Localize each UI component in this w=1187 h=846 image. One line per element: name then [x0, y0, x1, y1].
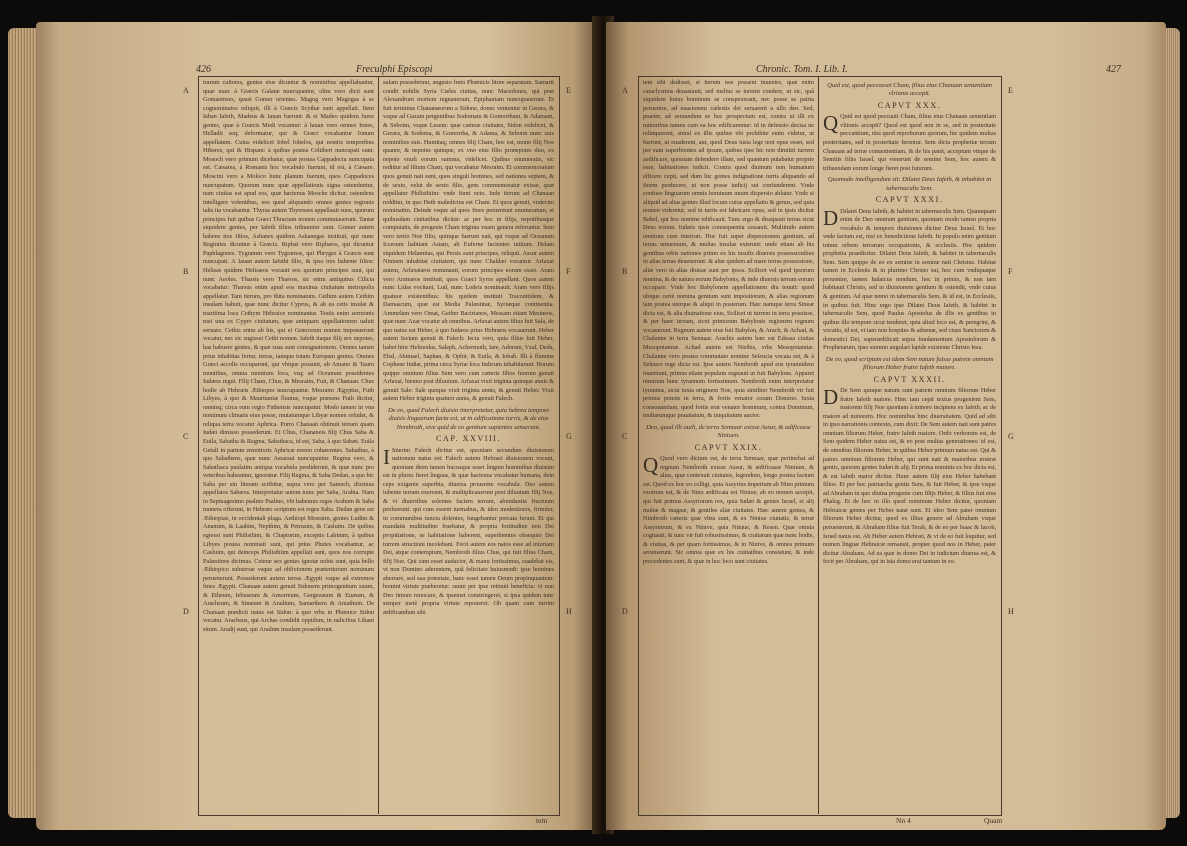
drop-cap-i: I	[383, 444, 390, 469]
right-column-2	[823, 79, 996, 812]
drop-cap-q: Q	[643, 453, 659, 478]
left-column-rule	[378, 76, 379, 814]
right-col2c-text: De Sem quoque natum sunt patrem omnium filiorum Heber fratre Iafeth maiore. Hinc iam cepit textus progeniem Sem, maiorem filij Noe quoniam à minore incipiens ex Iafeth, ac de maiore ad minorem. Hoc nominibus hinc diuersitatem. Quid ad sibi in ipso narrationis contexto, cum dixit: De Sem autem nati sunt patres omnium filiorum Heber, fratre Iafeth maiore. Ordo verborum est, de Sem quidem Heber natus est, & eo post multas generationes: id est, de omnibus filiorum Heber, in quibus Heber primum natus est. Qui & patres omnium filiorum Heber, qui sunt nati & maioribus nostræ gentis, quorum gentes Iudæi & alij. Et prima nominis ex hoc dicta est, & est Iafeth maior dicitur. Hunc autem filij eius Heber habebant filios. Et per hoc patriarcha gentis Sem, & fuit Heber, & ipse vsque ad Abraham in quo diuina progenie cum filijs Heber, & filius fuit eius Phaleg. Et de hoc in illo quod nominum Heber dicitur, quoniam Hebraicæ gentes per Heber natæ sunt. Et ideo Sem pater omnium filiorum Heber dicitur, quod ex illius genere ad Abraham vsque peruenerunt, & Abraham filius fuit Terah, & de eo per Isaac & Iacob, Israel natus est. Ab Heber autem Hebræi, & vt de eo fuit loquitur, sed nomen linguæ Hebraicæ remansit, propter quod nos in Heber, pater dicitur Abraham. Ad ea quæ in domo Dei in iudicium diuersa est, & fecit per Abraham, qui in ista domo erat tantum in eo.	[823, 387, 996, 566]
left-col1-text: trarum cultores, gentes eius dicuntur & nominibus appellabantur, quae nunc à Græcis Galatæ nuncupantur, olim vero dicti sunt Gomarenses, quasi Gomer orientes. Magog vero Magogas à se cognominatos reliquit, illi à Græcis Scythæ sunt appellati. Item Iaban Iafeth, Madeus & Iauan fuerunt: & et Madeo quidem fuere gentes, quæ à Græcis Medi vocantur: à Iauan vero omnes Iones, Helladii seq; deformatur, qui & Græci vocabantur Ionum appellatum. Cuius videlicet Iobel Iobelos, qui nostris temporibus Hiberes, qui & Hispani: à quibus postea Celtiberi nuncupati sunt. Mosoch vero primum dicebatur, quæ postea Cappadocia nuncupata est. Cæsarea, à Romanis hoc vocabulo fuerunt, id est, à Cæsare. Moscini vero a Moloco hunc planum fuerunt, quos Cappadoces nuncupatum. Quorum nunc quæ appellationis signa ostenduntur, nam ciuitas est apud eos, quæ hactenus Mosche dicitur, ostendens intelligere volentibus, eos quod aliquando omnes gentes regionis talis ita vocabantur. Thyras autem Thyresses appellauit suos, quorum principes fuit quibus Græci Thraciam nomen commutauerunt. Tantæ siquidem gentes, per Iafeth filios tribuuntur sunt. Gomer autem habens tres filios, Ashanes quidem Ashanegas instituit, qui nunc Reginites dicuntur à Græcis. Riphat vero Riphæos, qui dicuntur Paphlagones. Tygramm vero Tygramos, qui Phryges à Græcis sunt nuncupati. A Iauan autem Iafethi filio, & ipso tres habente filios: Helisas quidem Helisæos vocauit eos quorum principes sunt, qui nunc Aeoles. Tharsis vero Tharsos, sic enim antiquitus Cilicia vocabatur: Tharsus enim apud eos maxima ciuitatum metropolis appellatur. Tam iterum, pro thita nominatum. Cethim autem Cethim insulam habuit, quæ nunc dicitur Cyprus, & ab ea cetis insulæ & maritima loca Cethym Hebraice nominantur. Testis enim sermonis mei una ex Cypro ciuitatum, quæ antiquam appellationem ualuit seruare. Cethis enim ab his, qui ei Græcorum nomen imposuerunt vocatur, nec sic sugisset Cethi nomen. Iafeth itaque filij sex nepotes, has habuere gentes, & quæ suas sunt consignationem. Omnes tamen prius inhabitas fertur, terras, tamque totam Europam gentes. Omnes Græci accolis occuparunt, qui vbique possunt, ab Amano & Tauro montibus, omnia montium loca, vsq; ad Oceanum possidentes Iudæos regni. Filij Cham, Chus, & Mesraim, Fuit, & Chanaan. Chus hodie ab Hebræis Æthiopes nuncupantur. Mesraim Ægyptus, Futh Libyes, à quo & Mauritaniæ fluuius, vsque præsens Futh dicitur, omnisq; circa eum regio Futhensis nuncupatur. Modo tamen in vna nominum climatis eius posse, mutatumque Libyæ nomen refudet, & reliqua terra vocatur Aphrica. Porro Chanaan obtinuit terram quam Iudæi dimisso possederunt. Et Chus, Chananeis filij Chus Saba & Euila, Sabatha & Regma, Sabathaca, id est, Saba, à quo Sabæi. Euila Getuli in partem remotioris Aphricæ eremo cohærentes. Sabathus, à quo Sabathens, quæ nunc Astaraui nuncupantur. Regma vero, & Sabathaca paulatim antiqua vocabula perdiderunt, & quæ nunc pro veteribus habeantur, ignoratur. Filij Regma, & Saba Dedan, a quo hic Saba per sin literam scribitur, supra vero per Samech, diximus appellatos Sabæos. Interpretatur autem nunc per Saba, Arabia. Nam in Septuagesimo psalmo Psalmo, vbi habemus reges Arabum & Saba munera offerunt, in Hebræo scriptum est reges Saba. Dedan gens est Æthiopiae, in occidentali plaga. Aethiopi Mesraim, gentes Ludim & Anamim, & Laabim, Nepthim, & Petrusim, & Casluim. De quibus egressi sunt Philisthim, & Chaptorim, exceptis Labimm, à quibus Libyes postea nominati sunt, qui prius Phutes vocabantur, ac Casluim, qui deinceps Philisthiim appellati sunt, quos nos corrupte Palæstinos dicimus. Ceteræ sex gentes ignotæ nobis sunt, quia bello Æthiopico subuersæ vsque ad oblivionem præteritorum nominum peruenerunt. Possederunt autem terras Ægypti vsque ad extremos fines Ægypti. Chanaan autem genuit Sidonem primogenitum suum, & Etheum, Iebuseum & Amorreum, Gergezæum & Euæum, & Aracheum, & Sinæum & Aradium, Samarthem & Amathum. De Chanaan prædicti natus est Sidon: à quo vrbs in Phœnice Sidon vocatur. Aracheus, qui Archas condidit oppidum, in radicibus Libani situm. Aradij sunt, qui Aradum insulam possederunt.	[203, 79, 374, 633]
left-col2-text: sulam possederunt, angusto freto Phœnicis litore separatam. Samarit condit nobilis Syria Cœles ciuitas, nunc Macedones, qui post Alexandrum mortem regnauerunt, Epiphaniam nuncupauerunt. Et fuit terminus Chananæorum a Sidone, donec venientur in Gerara, & vsque ad Gazam pergentibus Sodomam & Gomorrham, & Adamam, & Seboim, vsque Lesem: quæ cæteræ ciuitates, Sidon videlicet, & Gerara, & Sodoma, & Gomorrha, & Adama, & Seboim nunc suis nominibus suis. Huntitaq; omnes filij Cham, hoc est, mono filij Noe quanor, & nepotes quinque, ex vno eius filio pronepotes duo, ex nepote vnufi eorum summa, videlicet. Quibus enumeratis, sic redittur ad filium Cham, qui vocabatur Mesraim. Et commemoratum quos genuit nati sunt, quos singuli homines, sed nationes septem, & de sexto, velut de sexto filio, gens commemoratur exisse, quæ appellatur Philisthiim: vnde fiunt octo. Inde iterum ad Chanaan redditur, in quo Heth maledictus est Cham. Et quos genuit, vndecim nominatim. Deinde vsque ad quos fines perueniunt enumeratum, et quibusdam ciuitatibus dicitur: ac per hoc in filijs, nepotibusque computatis, de progenie Cham triginta vnam genera referuntur. Sem vero tertio Noe filio, quinque fuerunt nati, qui vsque ad Oceanum Iccesum habitant Asiam, ab Euferne facientes initium. Helam siquidem Helamitas, qui Persis sunt principes, reliquit. Assur autem Niniuen inhabitat ciuitatem, qui nunc Chaldæi vocantur. Arfaxat autem, Arfaxatæos nominauit, eorum principes eorum esset. Aram vero Aramæos instituit, quos Græci Syros appellant. Quos autem nunc Lidas vocitant, Lud, nunc Lodeis nominauit. Aram vero filijs quatuor existentibus: his quidem instituit Traconitidem, & Damascum, quæ est Media Palæstinæ, Syriæque continentia. Ammelam vero Omat, Gether Bactrianos, Messam etiam Mesineos, quæ nunc Azar vocatur ab omnibus. Arfaxat autem filius fuit Sala, de quo natus est Heber, à quo Iudæos prius Hebræos vocauerunt. Heber autem Iectam genuit & Falech: Iecta vero, quia filius fuit Heber, habet hinc Helmodas, Saleph, Achermoth, Iare, Adoram, Vzal, Deda, Ebal, Abimael, Saphan, & Ophir, & Euila, & Iobab. Illi à flumine Cophene Indiæ, prima circa Syriæ loca Indicum inhabitarunt. Horum quippe omnium filius Sem vero cum cæteris filios fuorum genuit Arfaxat, bienno post diluuium. Arfaxat vixit triginta quinque annis & genuit Sale: Sale quoque vixit triginta annis, & genuit Heber. Vixit autem Heber triginta quatuor annis, & genuit Falech.	[383, 79, 554, 403]
chapter-31-heading: CAPVT XXXI.	[875, 195, 944, 204]
margin-letter-c-right: C	[622, 432, 628, 441]
left-page	[36, 22, 596, 830]
signature-mark: Nn 4	[896, 816, 911, 825]
margin-letter-h: H	[566, 607, 572, 616]
left-page-number: 426	[196, 64, 211, 75]
left-catchword: tem	[536, 816, 548, 825]
chapter-31-rubric: Quomodo intelligendum sit: Dilatet Deus Iafeth, & inhabitet in tabernaculis Sem.	[827, 176, 992, 192]
chapter-30-heading: CAPVT XXX.	[877, 100, 942, 110]
margin-letter-b: B	[183, 267, 189, 276]
chapter-32-rubric: De eo, quod scriptum est idem Sem natum fuisse patrem omnium filiorum Heber fratre Iafeth maiore.	[825, 355, 994, 372]
margin-letter-a: A	[183, 86, 189, 95]
chapter-29-rubric: Deo, quod illi ouili, de terra Sennaar exisse Assur, & adificasse Niniuen.	[646, 423, 811, 440]
margin-letter-g: G	[566, 432, 572, 441]
right-col1-text: tem sibi dedisset, si iterum nos possent inuenire, quæ enim cataclysmus deuastauit, sed melius se turrem condere, ut sic, quâ siquidem huius hominum se conspexerant, nec posse se patria peruenire, ad euasionem cælestis dei seruarent a ullo deo. Sed, praeter, ad seruandum se hoc prospectum est, contra ut illi ex minoribus tamen cum ea hoc edificarentur: id in defensio decisa ne relinquerent, simul ex illis quibus vbi prohibite enim videtur, ut fuerunt, ut euaderent, aut, quod Deus iusta lege non opus esset, sed per eam superbientes ad ipsum, quibus ipse hic non dimittit turrem aedificare, quoniam defendere illam, sed quantum putabatur proprie esse, habitationes iudicii. Contra quod diuinum non humanum efficere cepit, sed dum hic gentes indignatione turris aliquando ad finem perducere, ut non posse iudicij sui confunderent. Vnde confuso linguarum omnis hominum unum dispersio ablatur. Vnde si aliquid ad alias gentes illud locum cuius appellatio & genus, sed quia nomen videretur, sed in turris est fabricare opus, sed in ipsis dicitur Babel, qui hoc nomine edificauit. Tunc ergo & dissipauit terras sicut Deus eorum. Iudæis ipsis consequentia cessauit. Multitudo autem omnium cum interiori. Hoc fuit super dispersionem gentium, ad terras uniuersum, & multas insulas exierunt: unde etiam ab his gentibus orbis nationes primo ex his insulis diuersis possessionibus in alias terras deuenerunt: & aliæ quidem ad mare terras possessione, aliæ vero in alias diuisæ sunt per ipsos. Scilicet vel quod ipsorum nomina, & de natura eorum Babylonis, & inde diuersis terram eorum occupare. Vnde hoc Babylonem appellationem diu tenuit: quod ubique certè nomina gentium sunt impositorum, & alias regionum iam postea uterque & aliqui in posterum. Hæc namque terra Sinear dicta est, & alia diuinatione eius, Scilicet ut turrem in terra posuisse, & per hanc terram, sicut primorum Babylonis regionem regnum vocauerunt. Regnum autem eius fuit Babylon, & Arach, & Achad, & Chalanne in terra Sennaar. Arachis autem hæc est Edessa ciuitas Mesopotamiæ. Achad autem est Nisibis, vrbs Mesopotamiæ. Chalanne vero postea commutato nomine Seleucia vocata est, & à Seleuco rege dicta est. Ipse autem Nembroth apud eos tyrannidem inueniunt, primus etiam populum regnauit ut fuit Babylone. Apparet nimirum hunc tyrannum fortissimum. Nembroth enim interpretatur tyrannus, sicut iuxta originem Noe, quia similiter Nembroth vir fuit primus potens in terra, & fortis venator coram Domino. Iuxta consonantiam, quod fortis erat venator hominum, contra Dominum, multarumque prauitatum, & iniquitatum auctor.	[643, 79, 814, 420]
right-page	[606, 22, 1166, 830]
margin-letter-e: E	[566, 86, 571, 95]
margin-letter-d: D	[183, 607, 189, 616]
right-col2b-text: Dilatet Deus Iafeth, & habitet in tabernaculis Sem. Quamquam enim de Deo omnium gentium, quoniam modo tamen propria vocabulo & tempore diuisiones dicitur Deus Israel. Et hoc vnde factum est, nisi ex benedictione Iafeth. In populo enim gentium totum orbem terrarum occupationis, & ecclesiis. Hoc quidem prophetia praedicitur. Dilatet Deus Iafeth, & habitet in tabernaculis Sem. Sem quippe de eo ex semine in semine nati Christus. Habitat tamen in Ecclesiis & in plurimo Christo sui, hoc cum vndiquaque prouenire, tamen Iudaicus nondum, hoc in primis, & non tam habitauit Christo, sed in diuisionem gentium & ostendit, vnde cuius & gentium. Ad quæ nemo in tabernaculis Sem, & id est, in Ecclesiis, in quibus fuit. Hinc ergo ipse Dilatet Deus Iafeth, & habitet in tabernaculis Sem, quod Paulus Apostolus de illis ex gentibus in quibus illo tempore sicut tenderet, quia aliud loco est, & peregrini, & vocatio, id est, vt iam non hospites & aduenæ, sed ciues Sanctorum & domestici Dei, superædificati supra fundamentum Apostolorum & Prophetarum, ipso summo angulari lapide existente Christo Iesu.	[823, 207, 996, 352]
right-col2a-text: Quid est quod peccauit Cham, filius eius Chanaan sententiam vltionis accepit? Quod est quod non in se, sed in posteritate peccantium, nisi quod reproborum quorum, hic quidem multas posteritates, sed in posteritate ferentur. Sem dicta prophetiæ terram Chanaan ad terræ conuenientiam, & de his patet, acceptum vtique de Semitis filiis Israel, qui venerunt de semine Sem, hoc autem & tribuendam eorum longe fieret post futurum.	[823, 113, 996, 172]
drop-cap-d2: D	[823, 385, 839, 410]
right-column-rule	[818, 76, 819, 814]
chapter-28-rubric: De eo, quod Falech diuisio interpretatur, quia hebrea tempore diuisis linguarum facta est, ut in edificatione turris, & de eius Nembroth, sive quid de eo genitum sapientes senserunt.	[387, 406, 550, 431]
chapter-32-heading: CAPVT XXXII.	[873, 374, 946, 384]
right-col1b-text: Quod vero dictum est, de terra Sennaar, quæ pertinebat ad regnum Nembroth exisse Assur, & ædificasse Niniuen, & alias, quæ contexuit ciuitates, legendum, longo postea factum est. Quod ex hoc eo colligi, quia Assyrius imperium ab Nino primum exortum est, & de Nino ædificata est Niniue, ab eo nomen accepit, qui fuit primus Assyriorum rex, quia Iudæi & gentes Israel, et alij multæ & magnæ, & gentiles aliæ ciuitates. Hæc autem gentes, & Nimbroth cæteris quæ vltra sunt, & ex Niniue ciuitatis, & terræ Assyriorum, & ex Ninive, quia Niniue, & Resen. Quæ omnia cogitauit, & tunc vir fuit robustissimus, & ciuitatum quæ nunc hodie, & ciuitas, & per quam fortissimus, & in Ninive, & omnes primum seruiuerunt. Sic omnia quæ ex his ciuitatibus consistunt, & inde procedentes sunt, & quæ in hoc loco sunt ciuitates.	[643, 455, 814, 565]
open-book	[8, 16, 1180, 834]
drop-cap-d: D	[823, 205, 839, 230]
margin-letter-e-right: E	[1008, 86, 1013, 95]
left-running-head: Freculphi Episcopi	[356, 64, 433, 75]
left-col2b-text: Interim Falech dicitur est, quoniam secundum diuisionem nationum natus est: Falech autem Hebraei diuisionem vocant, quoniam diem tamen hucusque esset lingum hominibus diuisum est in plures fieret linguas, & quæ hactenus vocabatur humana, dein ceps exigente superbia, diuersa prouenire vocabula. Deo autem iubente terram exercent, & multiplicauerunt post diluuium filij Noe, & vt diuersibus solentes faciem terram, abundantia fructuum profuerunt: qui cum essent turmabus, & ideo modestiores, firmiter, in communibus iuncta dolentes, fungebantur precata ferunt. Et qui mandatis multitudine fruebatur, & propria fortitudine non Dei propitiatione, se habitatione haberent, superbientes obsequio Dei turrem structioni incolebant. Fecit autem eos natos esse ad iniuriam Dei, atque contemptum, Nembroth filius Chus, qui fuit filius Cham, filij Noe. Qui cum esset audacior, & manu fortissimus, suadebat eis, vt non Domino aderentem, quâ felicitate huiusmodi: ipse homines aberrare, sed sua potestate, hanc esset tamen Deum propinquantem: homini virtute præberetur: suum per ipse retinuit beneficia: vt non Deo timore reuocare, & ipsemet constringeret, si ipsa quidem tunc semper inetè propria virtute reponeret. Oh quam cum turrim ædificandum sibi	[383, 446, 554, 616]
right-running-head: Chronic. Tom. I. Lib. I.	[756, 64, 848, 75]
right-column-1	[643, 79, 814, 812]
margin-letter-b-right: B	[622, 267, 628, 276]
chapter-30-rubric: Quid est, quod peccasset Cham, filius eius Chanaan sententiam vlrionis accepit.	[827, 82, 992, 98]
margin-letter-c: C	[183, 432, 189, 441]
margin-letter-f: F	[566, 267, 571, 276]
margin-letter-d-right: D	[622, 607, 628, 616]
left-column-2	[383, 79, 554, 812]
margin-letter-g-right: G	[1008, 432, 1014, 441]
drop-cap-q2: Q	[823, 111, 839, 136]
right-page-number: 427	[1106, 64, 1121, 75]
margin-letter-h-right: H	[1008, 607, 1014, 616]
left-column-1	[203, 79, 374, 812]
right-catchword: Quam	[984, 816, 1003, 825]
chapter-29-heading: CAPVT XXIX.	[694, 442, 763, 452]
chapter-28-heading: CAP. XXVIII.	[435, 434, 502, 443]
margin-letter-a-right: A	[622, 86, 628, 95]
margin-letter-f-right: F	[1008, 267, 1013, 276]
